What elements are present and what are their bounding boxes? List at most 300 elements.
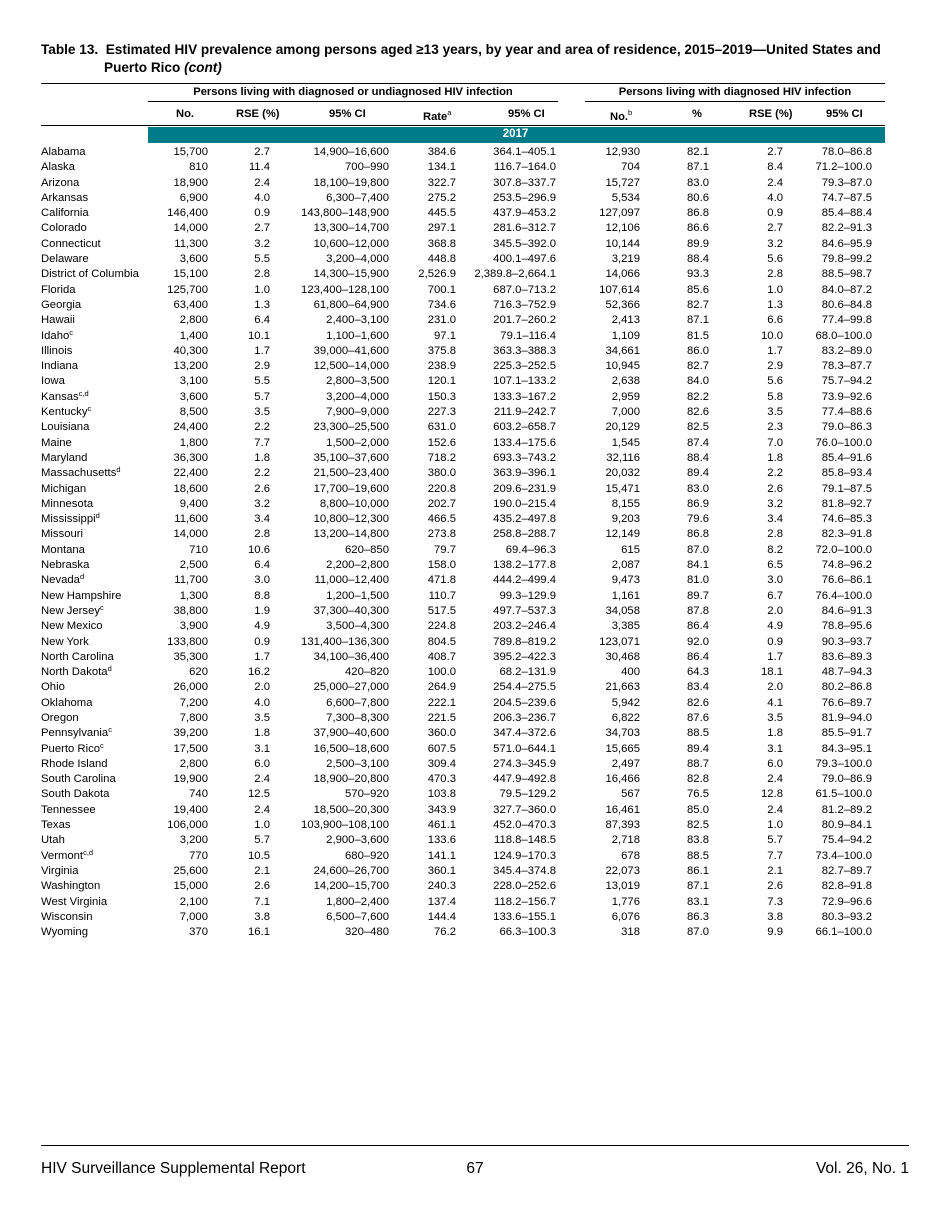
cell-col-diagnosed-rse: 0.9 xyxy=(767,635,783,648)
table-row xyxy=(0,864,950,879)
cell-col-rate-ci: 69.4–96.3 xyxy=(505,543,556,556)
cell-col-diagnosed-rse: 2.0 xyxy=(767,681,783,694)
cell-col-rse: 10.1 xyxy=(248,329,270,342)
area-name: Oklahoma xyxy=(41,696,93,709)
cell-area xyxy=(41,313,75,328)
cell-col-diagnosed-rse: 6.6 xyxy=(767,314,783,327)
cell-col-rse: 6.4 xyxy=(254,559,270,572)
cell-col-rate: 224.8 xyxy=(427,620,456,633)
cell-col-percent: 89.7 xyxy=(687,589,709,602)
cell-col-rate-ci: 327.7–360.0 xyxy=(493,803,556,816)
table-row xyxy=(0,344,950,359)
cell-col-diagnosed-no: 123,071 xyxy=(599,635,640,648)
cell-col-rate-ci: 133.3–167.2 xyxy=(493,390,556,403)
cell-col-rate-ci: 2,389.8–2,664.1 xyxy=(474,268,556,281)
cell-col-ci: 11,000–12,400 xyxy=(314,574,389,587)
table-row xyxy=(0,589,950,604)
cell-col-no: 26,000 xyxy=(173,681,208,694)
cell-col-percent: 89.4 xyxy=(687,742,709,755)
cell-area xyxy=(41,619,103,634)
cell-col-ci: 13,200–14,800 xyxy=(313,528,389,541)
cell-col-diagnosed-rse: 1.3 xyxy=(767,298,783,311)
cell-col-diagnosed-no: 107,614 xyxy=(599,283,640,296)
cell-col-diagnosed-rse: 2.4 xyxy=(767,176,783,189)
cell-col-diagnosed-ci: 79.0–86.9 xyxy=(821,773,872,786)
cell-col-no: 35,300 xyxy=(173,650,208,663)
area-name: Tennessee xyxy=(41,803,96,816)
cell-col-rse: 1.3 xyxy=(254,298,270,311)
cell-col-rate-ci: 133.4–175.6 xyxy=(493,436,556,449)
cell-col-diagnosed-no: 10,144 xyxy=(605,237,640,250)
cell-col-no: 17,500 xyxy=(173,742,208,755)
table-row xyxy=(0,237,950,252)
cell-col-percent: 92.0 xyxy=(687,635,709,648)
cell-col-rate: 466.5 xyxy=(427,513,456,526)
area-name: Texas xyxy=(41,819,71,832)
cell-col-percent: 87.4 xyxy=(687,436,709,449)
cell-col-diagnosed-ci: 79.3–100.0 xyxy=(815,757,872,770)
cell-col-diagnosed-rse: 5.6 xyxy=(767,253,783,266)
area-name: Idaho xyxy=(41,329,70,342)
cell-col-no: 6,900 xyxy=(179,191,208,204)
cell-area xyxy=(41,558,89,573)
cell-col-rate-ci: 497.7–537.3 xyxy=(493,604,556,617)
cell-col-diagnosed-no: 16,466 xyxy=(605,773,640,786)
year-label: 2017 xyxy=(502,128,529,140)
cell-col-percent: 87.1 xyxy=(687,880,709,893)
cell-col-diagnosed-rse: 3.1 xyxy=(767,742,783,755)
cell-col-rate: 152.6 xyxy=(427,436,456,449)
table-title xyxy=(41,41,901,77)
cell-col-diagnosed-ci: 82.2–91.3 xyxy=(821,222,872,235)
cell-col-percent: 81.0 xyxy=(687,574,709,587)
cell-col-diagnosed-rse: 4.0 xyxy=(767,191,783,204)
cell-col-diagnosed-ci: 78.0–86.8 xyxy=(821,146,872,158)
cell-col-diagnosed-no: 30,468 xyxy=(605,650,640,663)
cell-col-diagnosed-ci: 76.6–89.7 xyxy=(821,696,872,709)
col-header-no: No. xyxy=(176,108,195,120)
cell-col-diagnosed-rse: 5.6 xyxy=(767,375,783,388)
cell-col-diagnosed-rse: 3.5 xyxy=(767,711,783,724)
cell-col-no: 39,200 xyxy=(173,727,208,740)
cell-col-rate: 221.5 xyxy=(427,711,456,724)
cell-col-percent: 82.5 xyxy=(687,819,709,832)
cell-col-no: 11,700 xyxy=(174,574,208,587)
table-row xyxy=(0,910,950,925)
cell-col-ci: 10,800–12,300 xyxy=(313,513,389,526)
cell-col-percent: 86.9 xyxy=(687,497,709,510)
cell-col-diagnosed-no: 1,109 xyxy=(611,329,640,342)
cell-col-diagnosed-ci: 71.2–100.0 xyxy=(815,161,872,174)
cell-col-no: 15,700 xyxy=(173,146,208,158)
cell-area xyxy=(41,390,89,405)
cell-col-ci: 18,100–19,800 xyxy=(313,176,389,189)
cell-col-diagnosed-rse: 1.8 xyxy=(767,451,783,464)
cell-col-percent: 88.5 xyxy=(687,727,709,740)
cell-col-rate-ci: 211.9–242.7 xyxy=(494,406,556,419)
table-row xyxy=(0,451,950,466)
cell-col-rse: 4.9 xyxy=(254,620,270,633)
cell-col-ci: 620–850 xyxy=(345,543,389,556)
cell-col-percent: 87.6 xyxy=(687,711,709,724)
cell-col-rate-ci: 789.8–819.2 xyxy=(493,635,556,648)
area-name: Washington xyxy=(41,880,101,893)
cell-col-no: 14,000 xyxy=(173,222,208,235)
cell-col-diagnosed-no: 3,219 xyxy=(611,253,640,266)
cell-col-diagnosed-ci: 74.8–96.2 xyxy=(821,559,872,572)
cell-col-ci: 3,200–4,000 xyxy=(326,253,389,266)
footer-report-name: HIV Surveillance Supplemental Report xyxy=(41,1160,306,1177)
cell-col-rate: 368.8 xyxy=(427,237,456,250)
cell-col-ci: 1,800–2,400 xyxy=(326,895,389,908)
cell-col-no: 7,200 xyxy=(179,696,208,709)
cell-col-diagnosed-ci: 74.7–87.5 xyxy=(821,191,872,204)
cell-col-diagnosed-ci: 80.2–86.8 xyxy=(821,681,872,694)
group-rule-right xyxy=(585,101,885,102)
cell-col-no: 9,400 xyxy=(179,497,208,510)
area-footnote: d xyxy=(95,511,100,521)
cell-col-ci: 1,500–2,000 xyxy=(326,436,389,449)
cell-col-rse: 2.7 xyxy=(254,146,270,158)
cell-col-rse: 6.4 xyxy=(254,314,270,327)
area-name: New York xyxy=(41,635,89,648)
cell-col-diagnosed-ci: 85.5–91.7 xyxy=(821,727,872,740)
table-title-line2: Puerto Rico xyxy=(104,60,181,75)
cell-col-rse: 16.1 xyxy=(248,926,270,939)
area-name: Connecticut xyxy=(41,237,101,250)
cell-col-diagnosed-no: 2,087 xyxy=(611,559,640,572)
cell-area xyxy=(41,879,100,894)
area-name: South Dakota xyxy=(41,788,110,801)
cell-area xyxy=(41,726,112,741)
cell-area xyxy=(41,420,89,435)
cell-col-rate: 631.0 xyxy=(427,421,456,434)
table-label: Table 13. xyxy=(41,42,99,57)
table-row xyxy=(0,497,950,512)
area-footnote: d xyxy=(79,572,85,582)
cell-col-rse: 3.4 xyxy=(254,513,270,526)
table-row xyxy=(0,267,950,282)
cell-col-rate-ci: 206.3–236.7 xyxy=(493,711,556,724)
cell-col-rse: 1.0 xyxy=(254,283,270,296)
table-row xyxy=(0,573,950,588)
cell-col-ci: 103,900–108,100 xyxy=(301,819,389,832)
cell-col-rate-ci: 347.4–372.6 xyxy=(493,727,556,740)
cell-col-rate: 517.5 xyxy=(427,604,456,617)
cell-col-diagnosed-no: 704 xyxy=(621,161,640,174)
cell-col-diagnosed-ci: 48.7–94.3 xyxy=(821,666,872,679)
cell-col-diagnosed-no: 3,385 xyxy=(611,620,640,633)
cell-col-ci: 1,100–1,600 xyxy=(326,329,389,342)
table-row xyxy=(0,221,950,236)
cell-col-ci: 34,100–36,400 xyxy=(313,650,389,663)
cell-col-rate: 375.8 xyxy=(427,344,456,357)
cell-col-diagnosed-no: 1,545 xyxy=(611,436,640,449)
cell-area xyxy=(41,191,88,206)
cell-col-no: 1,300 xyxy=(179,589,208,602)
cell-col-diagnosed-ci: 81.9–94.0 xyxy=(821,711,872,724)
area-name: Utah xyxy=(41,834,65,847)
cell-col-rate: 79.7 xyxy=(434,543,456,556)
cell-col-ci: 61,800–64,900 xyxy=(313,298,389,311)
cell-area xyxy=(41,818,71,833)
cell-col-no: 810 xyxy=(189,161,208,174)
cell-area xyxy=(41,527,83,542)
cell-col-percent: 79.6 xyxy=(687,513,709,526)
header-bottom-rule xyxy=(41,125,885,126)
col-header-diagnosed-no-footnote: b xyxy=(628,108,633,117)
cell-area xyxy=(41,635,89,650)
cell-col-diagnosed-ci: 79.8–99.2 xyxy=(821,253,872,266)
footer-volume: Vol. 26, No. 1 xyxy=(815,1160,909,1177)
cell-col-diagnosed-ci: 84.6–91.3 xyxy=(821,604,872,617)
area-name: Massachusetts xyxy=(41,467,117,480)
cell-col-rate-ci: 693.3–743.2 xyxy=(493,451,556,464)
cell-col-ci: 18,900–20,800 xyxy=(313,773,389,786)
cell-col-percent: 88.4 xyxy=(687,253,709,266)
cell-col-rate-ci: 345.4–374.8 xyxy=(493,864,556,877)
area-name: District of Columbia xyxy=(41,268,139,281)
cell-col-diagnosed-ci: 81.8–92.7 xyxy=(821,497,872,510)
cell-col-rate-ci: 395.2–422.3 xyxy=(493,650,556,663)
cell-col-rse: 2.4 xyxy=(254,176,270,189)
area-name: Minnesota xyxy=(41,497,94,510)
cell-col-ci: 6,600–7,800 xyxy=(326,696,389,709)
table-row xyxy=(0,895,950,910)
cell-col-diagnosed-rse: 7.0 xyxy=(767,436,783,449)
cell-col-rate: 97.1 xyxy=(434,329,456,342)
cell-col-percent: 86.6 xyxy=(687,222,709,235)
area-name: Wisconsin xyxy=(41,910,93,923)
cell-col-diagnosed-no: 87,393 xyxy=(605,819,640,832)
cell-col-no: 36,300 xyxy=(173,451,208,464)
cell-col-percent: 82.6 xyxy=(687,406,709,419)
table-row xyxy=(0,635,950,650)
cell-col-rate: 231.0 xyxy=(427,314,456,327)
cell-col-no: 19,900 xyxy=(173,773,208,786)
cell-col-rate: 448.8 xyxy=(427,253,456,266)
cell-col-ci: 39,000–41,600 xyxy=(313,344,389,357)
group-header-diagnosed-or-undiagnosed: Persons living with diagnosed or undiagnosed HIV infection xyxy=(193,86,513,98)
cell-col-rate-ci: 133.6–155.1 xyxy=(493,910,556,923)
cell-col-rate: 238.9 xyxy=(427,360,456,373)
table-row xyxy=(0,803,950,818)
cell-col-diagnosed-ci: 82.8–91.8 xyxy=(821,880,872,893)
cell-col-rse: 2.0 xyxy=(254,681,270,694)
cell-col-rate-ci: 254.4–275.5 xyxy=(493,681,556,694)
cell-col-no: 25,600 xyxy=(173,864,208,877)
cell-col-diagnosed-rse: 9.9 xyxy=(767,926,783,939)
cell-col-rate: 2,526.9 xyxy=(418,268,456,281)
cell-col-rate-ci: 363.3–388.3 xyxy=(493,344,556,357)
table-row xyxy=(0,787,950,802)
group-header-diagnosed: Persons living with diagnosed HIV infection xyxy=(618,86,852,98)
cell-col-no: 3,600 xyxy=(179,253,208,266)
area-name: Missouri xyxy=(41,528,84,541)
cell-col-diagnosed-rse: 2.1 xyxy=(767,864,783,877)
cell-col-diagnosed-rse: 3.4 xyxy=(767,513,783,526)
area-name: Maryland xyxy=(41,451,88,464)
cell-col-rate: 734.6 xyxy=(427,298,456,311)
cell-col-ci: 14,900–16,600 xyxy=(313,146,389,158)
cell-col-rate-ci: 274.3–345.9 xyxy=(493,757,556,770)
cell-area xyxy=(41,466,121,481)
table-row xyxy=(0,283,950,298)
area-name: Hawaii xyxy=(41,314,75,327)
cell-col-rate: 150.3 xyxy=(427,390,456,403)
col-header-ci: 95% CI xyxy=(329,108,366,120)
cell-col-diagnosed-rse: 12.8 xyxy=(761,788,783,801)
cell-col-diagnosed-no: 8,155 xyxy=(611,497,640,510)
cell-col-percent: 85.6 xyxy=(687,283,709,296)
area-footnote: d xyxy=(116,465,121,475)
cell-col-no: 2,100 xyxy=(179,895,208,908)
cell-col-percent: 88.7 xyxy=(687,757,709,770)
header-top-rule xyxy=(41,83,885,84)
cell-area xyxy=(41,849,93,864)
cell-area xyxy=(41,650,114,665)
cell-col-rse: 0.9 xyxy=(254,207,270,220)
area-footnote: d xyxy=(107,664,112,674)
col-header-diagnosed-no-label: No. xyxy=(610,111,629,123)
cell-col-rate: 471.8 xyxy=(427,574,456,587)
cell-col-no: 18,900 xyxy=(173,176,208,189)
cell-col-diagnosed-no: 615 xyxy=(621,543,640,556)
cell-col-percent: 84.0 xyxy=(687,375,709,388)
table-row xyxy=(0,604,950,619)
area-name: New Mexico xyxy=(41,620,103,633)
table-row xyxy=(0,527,950,542)
cell-col-diagnosed-ci: 75.4–94.2 xyxy=(821,834,872,847)
cell-col-diagnosed-rse: 4.1 xyxy=(767,696,783,709)
cell-col-no: 3,900 xyxy=(179,620,208,633)
cell-col-rse: 2.2 xyxy=(254,421,270,434)
cell-area xyxy=(41,283,76,298)
cell-col-rate-ci: 190.0–215.4 xyxy=(493,497,556,510)
cell-col-ci: 1,200–1,500 xyxy=(326,589,389,602)
cell-col-ci: 16,500–18,600 xyxy=(313,742,389,755)
cell-col-rate: 408.7 xyxy=(427,650,456,663)
cell-col-diagnosed-no: 5,942 xyxy=(611,696,640,709)
cell-col-rate: 718.2 xyxy=(427,451,456,464)
cell-area xyxy=(41,803,96,818)
cell-col-diagnosed-ci: 78.3–87.7 xyxy=(821,360,872,373)
cell-area xyxy=(41,267,139,282)
cell-col-no: 8,500 xyxy=(179,406,208,419)
cell-area xyxy=(41,787,109,802)
cell-col-diagnosed-rse: 6.0 xyxy=(767,757,783,770)
cell-col-diagnosed-no: 22,073 xyxy=(605,864,640,877)
cell-col-rse: 2.7 xyxy=(254,222,270,235)
cell-col-rate: 227.3 xyxy=(427,406,456,419)
cell-col-rse: 2.4 xyxy=(254,803,270,816)
cell-col-diagnosed-no: 12,930 xyxy=(605,146,640,158)
cell-col-percent: 89.9 xyxy=(687,237,709,250)
cell-col-rse: 12.5 xyxy=(248,788,270,801)
cell-col-rate-ci: 400.1–497.6 xyxy=(493,253,556,266)
cell-col-rate-ci: 258.8–288.7 xyxy=(493,528,556,541)
cell-col-ci: 18,500–20,300 xyxy=(313,803,389,816)
cell-col-ci: 37,900–40,600 xyxy=(313,727,389,740)
cell-col-ci: 37,300–40,300 xyxy=(313,604,389,617)
cell-col-rate-ci: 437.9–453.2 xyxy=(493,207,556,220)
cell-col-rate: 133.6 xyxy=(427,834,456,847)
cell-col-diagnosed-no: 567 xyxy=(621,788,640,801)
cell-col-percent: 80.6 xyxy=(687,191,709,204)
cell-col-diagnosed-ci: 84.3–95.1 xyxy=(821,742,872,755)
cell-col-no: 11,300 xyxy=(174,237,208,250)
area-name: New Jersey xyxy=(41,604,101,617)
cell-col-diagnosed-rse: 4.9 xyxy=(767,620,783,633)
cell-col-rate: 322.7 xyxy=(427,176,456,189)
area-footnote: c xyxy=(100,602,104,612)
area-name: Arizona xyxy=(41,176,80,189)
cell-col-rse: 3.0 xyxy=(254,574,270,587)
cell-col-percent: 93.3 xyxy=(687,268,709,281)
cell-col-diagnosed-no: 2,413 xyxy=(611,314,640,327)
cell-area xyxy=(41,757,108,772)
cell-col-ci: 25,000–27,000 xyxy=(313,681,389,694)
col-header-rate xyxy=(423,108,451,123)
cell-col-diagnosed-no: 2,718 xyxy=(611,834,640,847)
cell-col-rse: 1.8 xyxy=(254,451,270,464)
area-footnote: c,d xyxy=(78,388,89,398)
cell-col-no: 14,000 xyxy=(173,528,208,541)
cell-col-rate: 158.0 xyxy=(427,559,456,572)
cell-col-rate-ci: 209.6–231.9 xyxy=(493,482,556,495)
col-header-diagnosed-rse: RSE (%) xyxy=(749,108,793,120)
cell-col-diagnosed-ci: 73.9–92.6 xyxy=(821,390,872,403)
area-name: Illinois xyxy=(41,344,73,357)
area-footnote: c xyxy=(87,404,92,414)
col-header-rate-footnote: a xyxy=(447,108,452,117)
cell-col-diagnosed-no: 2,497 xyxy=(611,757,640,770)
cell-col-diagnosed-no: 12,149 xyxy=(605,528,640,541)
cell-col-no: 15,000 xyxy=(173,880,208,893)
cell-col-diagnosed-ci: 88.5–98.7 xyxy=(821,268,872,281)
cell-col-rse: 5.7 xyxy=(254,834,270,847)
cell-col-ci: 35,100–37,600 xyxy=(313,451,389,464)
cell-col-ci: 3,200–4,000 xyxy=(326,390,389,403)
cell-col-rate: 607.5 xyxy=(427,742,456,755)
cell-area xyxy=(41,925,88,940)
cell-col-diagnosed-ci: 85.8–93.4 xyxy=(821,467,872,480)
cell-col-rate-ci: 203.2–246.4 xyxy=(493,620,556,633)
table-row xyxy=(0,191,950,206)
cell-col-percent: 88.5 xyxy=(687,849,709,862)
cell-col-diagnosed-ci: 75.7–94.2 xyxy=(821,375,872,388)
cell-col-rate-ci: 116.7–164.0 xyxy=(494,161,556,174)
cell-col-no: 38,800 xyxy=(173,604,208,617)
cell-col-rse: 6.0 xyxy=(254,757,270,770)
cell-col-rate: 120.1 xyxy=(427,375,456,388)
cell-area xyxy=(41,696,93,711)
cell-col-diagnosed-rse: 2.4 xyxy=(767,773,783,786)
cell-col-diagnosed-rse: 3.2 xyxy=(767,497,783,510)
area-name: Virginia xyxy=(41,864,79,877)
table-row xyxy=(0,298,950,313)
cell-col-rate-ci: 66.3–100.3 xyxy=(499,926,556,939)
cell-col-rse: 1.9 xyxy=(254,604,270,617)
cell-col-no: 125,700 xyxy=(167,283,208,296)
cell-col-rate: 144.4 xyxy=(427,910,456,923)
cell-col-diagnosed-rse: 2.7 xyxy=(767,146,783,158)
cell-col-diagnosed-ci: 73.4–100.0 xyxy=(815,849,872,862)
cell-col-rse: 2.6 xyxy=(254,482,270,495)
cell-area xyxy=(41,405,91,420)
cell-col-rate-ci: 79.5–129.2 xyxy=(499,788,556,801)
area-name: Nevada xyxy=(41,574,80,587)
